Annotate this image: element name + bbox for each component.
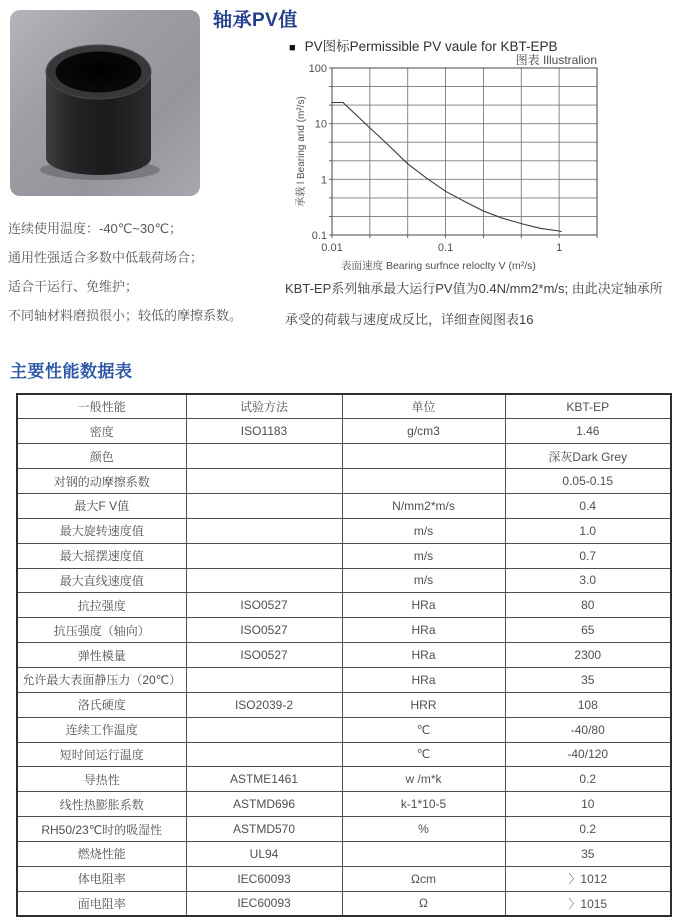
table-cell: -40/80 (505, 717, 671, 742)
table-cell (342, 841, 505, 866)
table-cell: 连续工作温度 (17, 717, 186, 742)
table-cell: 最大直线速度值 (17, 568, 186, 593)
pv-chart (280, 58, 680, 273)
table-cell: 2300 (505, 643, 671, 668)
table-cell: k-1*10-5 (342, 792, 505, 817)
table-cell: 对钢的动摩擦系数 (17, 469, 186, 494)
table-cell: ℃ (342, 742, 505, 767)
bushing-image (10, 10, 200, 196)
chart-caption: 图表 Illustralion (515, 53, 597, 67)
feature-item: 不同轴材料磨损很小；较低的摩擦系数。 (8, 308, 243, 323)
table-row (17, 841, 671, 866)
table-row (17, 518, 671, 543)
table-row (17, 593, 671, 618)
table-cell: 10 (505, 792, 671, 817)
table-cell (186, 667, 342, 692)
table-cell: HRa (342, 643, 505, 668)
table-cell: N/mm2*m/s (342, 493, 505, 518)
table-cell: 深灰Dark Grey (505, 444, 671, 469)
table-row (17, 717, 671, 742)
table-cell: 3.0 (505, 568, 671, 593)
table-cell: 弹性模量 (17, 643, 186, 668)
table-cell: 0.4 (505, 493, 671, 518)
table-cell: 0.7 (505, 543, 671, 568)
table-cell: HRa (342, 618, 505, 643)
table-cell (186, 568, 342, 593)
svg-text:0.1: 0.1 (437, 242, 454, 254)
table-row (17, 767, 671, 792)
table-cell: HRa (342, 593, 505, 618)
chart-note-line: 承受的荷载与速度成反比，详细查阅图表16 (285, 312, 534, 327)
column-header: 试验方法 (186, 394, 342, 419)
performance-table (16, 393, 672, 917)
table-cell: 80 (505, 593, 671, 618)
table-row (17, 891, 671, 916)
table-cell: ISO2039-2 (186, 692, 342, 717)
table-row (17, 444, 671, 469)
table-cell: HRR (342, 692, 505, 717)
table-cell: 108 (505, 692, 671, 717)
feature-item: 通用性强适合多数中低载荷场合； (8, 250, 204, 265)
table-cell: ASTME1461 (186, 767, 342, 792)
feature-item: 适合干运行、免维护； (8, 279, 139, 294)
table-row (17, 568, 671, 593)
table-cell (186, 518, 342, 543)
table-cell: ISO1183 (186, 419, 342, 444)
table-cell: 燃烧性能 (17, 841, 186, 866)
table-cell: 65 (505, 618, 671, 643)
chart-heading-text: PV图标Permissible PV vaule for KBT-EPB (304, 39, 558, 54)
table-cell: ISO0527 (186, 618, 342, 643)
table-cell: % (342, 817, 505, 842)
table-cell: ASTMD696 (186, 792, 342, 817)
table-cell: 最大摇摆速度值 (17, 543, 186, 568)
table-row (17, 692, 671, 717)
table-cell: 35 (505, 667, 671, 692)
product-photo (10, 10, 200, 196)
table-cell: 洛氏硬度 (17, 692, 186, 717)
svg-text:承载 l Bearing and (m²/s): 承载 l Bearing and (m²/s) (296, 96, 307, 207)
table-cell: m/s (342, 568, 505, 593)
section-title: 主要性能数据表 (10, 362, 133, 381)
table-cell: 面电阻率 (17, 891, 186, 916)
table-cell: g/cm3 (342, 419, 505, 444)
square-bullet-icon: ■ (289, 42, 296, 54)
table-cell: 抗压强度（轴向） (17, 618, 186, 643)
table-row (17, 493, 671, 518)
table-cell: m/s (342, 518, 505, 543)
table-cell: 0.05-0.15 (505, 469, 671, 494)
table-cell (186, 717, 342, 742)
table-cell: 最大旋转速度值 (17, 518, 186, 543)
table-cell: ASTMD570 (186, 817, 342, 842)
table-cell: ISO0527 (186, 643, 342, 668)
table-cell: 允许最大表面静压力（20℃） (17, 667, 186, 692)
table-row (17, 792, 671, 817)
table-cell: 导热性 (17, 767, 186, 792)
table-cell: 0.2 (505, 817, 671, 842)
table-cell: 短时间运行温度 (17, 742, 186, 767)
table-cell: 密度 (17, 419, 186, 444)
table-cell: HRa (342, 667, 505, 692)
table-row (17, 419, 671, 444)
column-header: 单位 (342, 394, 505, 419)
table-header-row (17, 394, 671, 419)
table-cell: 线性热膨胀系数 (17, 792, 186, 817)
table-cell: 最大F V值 (17, 493, 186, 518)
svg-text:100: 100 (308, 63, 327, 75)
table-row (17, 543, 671, 568)
table-cell: m/s (342, 543, 505, 568)
table-cell: 抗拉强度 (17, 593, 186, 618)
table-cell: w /m*k (342, 767, 505, 792)
svg-text:1: 1 (320, 174, 327, 187)
svg-text:10: 10 (314, 118, 327, 131)
table-cell: RH50/23℃时的吸湿性 (17, 817, 186, 842)
table-cell: 〉1015 (505, 891, 671, 916)
table-row (17, 817, 671, 842)
table-cell (186, 543, 342, 568)
table-cell: 1.46 (505, 419, 671, 444)
table-cell (342, 469, 505, 494)
chart-note-line: KBT-EP系列轴承最大运行PV值为0.4N/mm2*m/s; 由此决定轴承所 (285, 281, 663, 296)
table-row (17, 618, 671, 643)
table-cell: Ω (342, 891, 505, 916)
table-row (17, 469, 671, 494)
column-header: 一般性能 (17, 394, 186, 419)
table-cell: IEC60093 (186, 866, 342, 891)
table-cell: 1.0 (505, 518, 671, 543)
feature-item: 连续使用温度：-40℃~30℃； (8, 221, 183, 236)
table-cell (186, 469, 342, 494)
table-row (17, 667, 671, 692)
table-cell (186, 493, 342, 518)
table-row (17, 643, 671, 668)
table-cell: Ωcm (342, 866, 505, 891)
feature-list (8, 214, 242, 330)
svg-text:表面速度 Bearing surfnce reloclt: 表面速度 Bearing surfnce reloclty V (m²/s) (341, 260, 536, 272)
table-row (17, 742, 671, 767)
column-header: KBT-EP (505, 394, 671, 419)
table-row (17, 866, 671, 891)
svg-text:0.01: 0.01 (321, 242, 343, 254)
table-cell: 0.2 (505, 767, 671, 792)
table-cell: 35 (505, 841, 671, 866)
table-cell (186, 444, 342, 469)
table-cell: -40/120 (505, 742, 671, 767)
table-cell (342, 444, 505, 469)
svg-text:0.1: 0.1 (311, 230, 327, 242)
table-cell (186, 742, 342, 767)
table-cell: UL94 (186, 841, 342, 866)
table-cell: 颜色 (17, 444, 186, 469)
chart-note (285, 273, 663, 335)
table-cell: ISO0527 (186, 593, 342, 618)
table-cell: IEC60093 (186, 891, 342, 916)
page-title: 轴承PV值 (213, 10, 298, 31)
table-cell: ℃ (342, 717, 505, 742)
table-cell: 〉1012 (505, 866, 671, 891)
table-cell: 体电阻率 (17, 866, 186, 891)
svg-text:1: 1 (556, 242, 563, 254)
